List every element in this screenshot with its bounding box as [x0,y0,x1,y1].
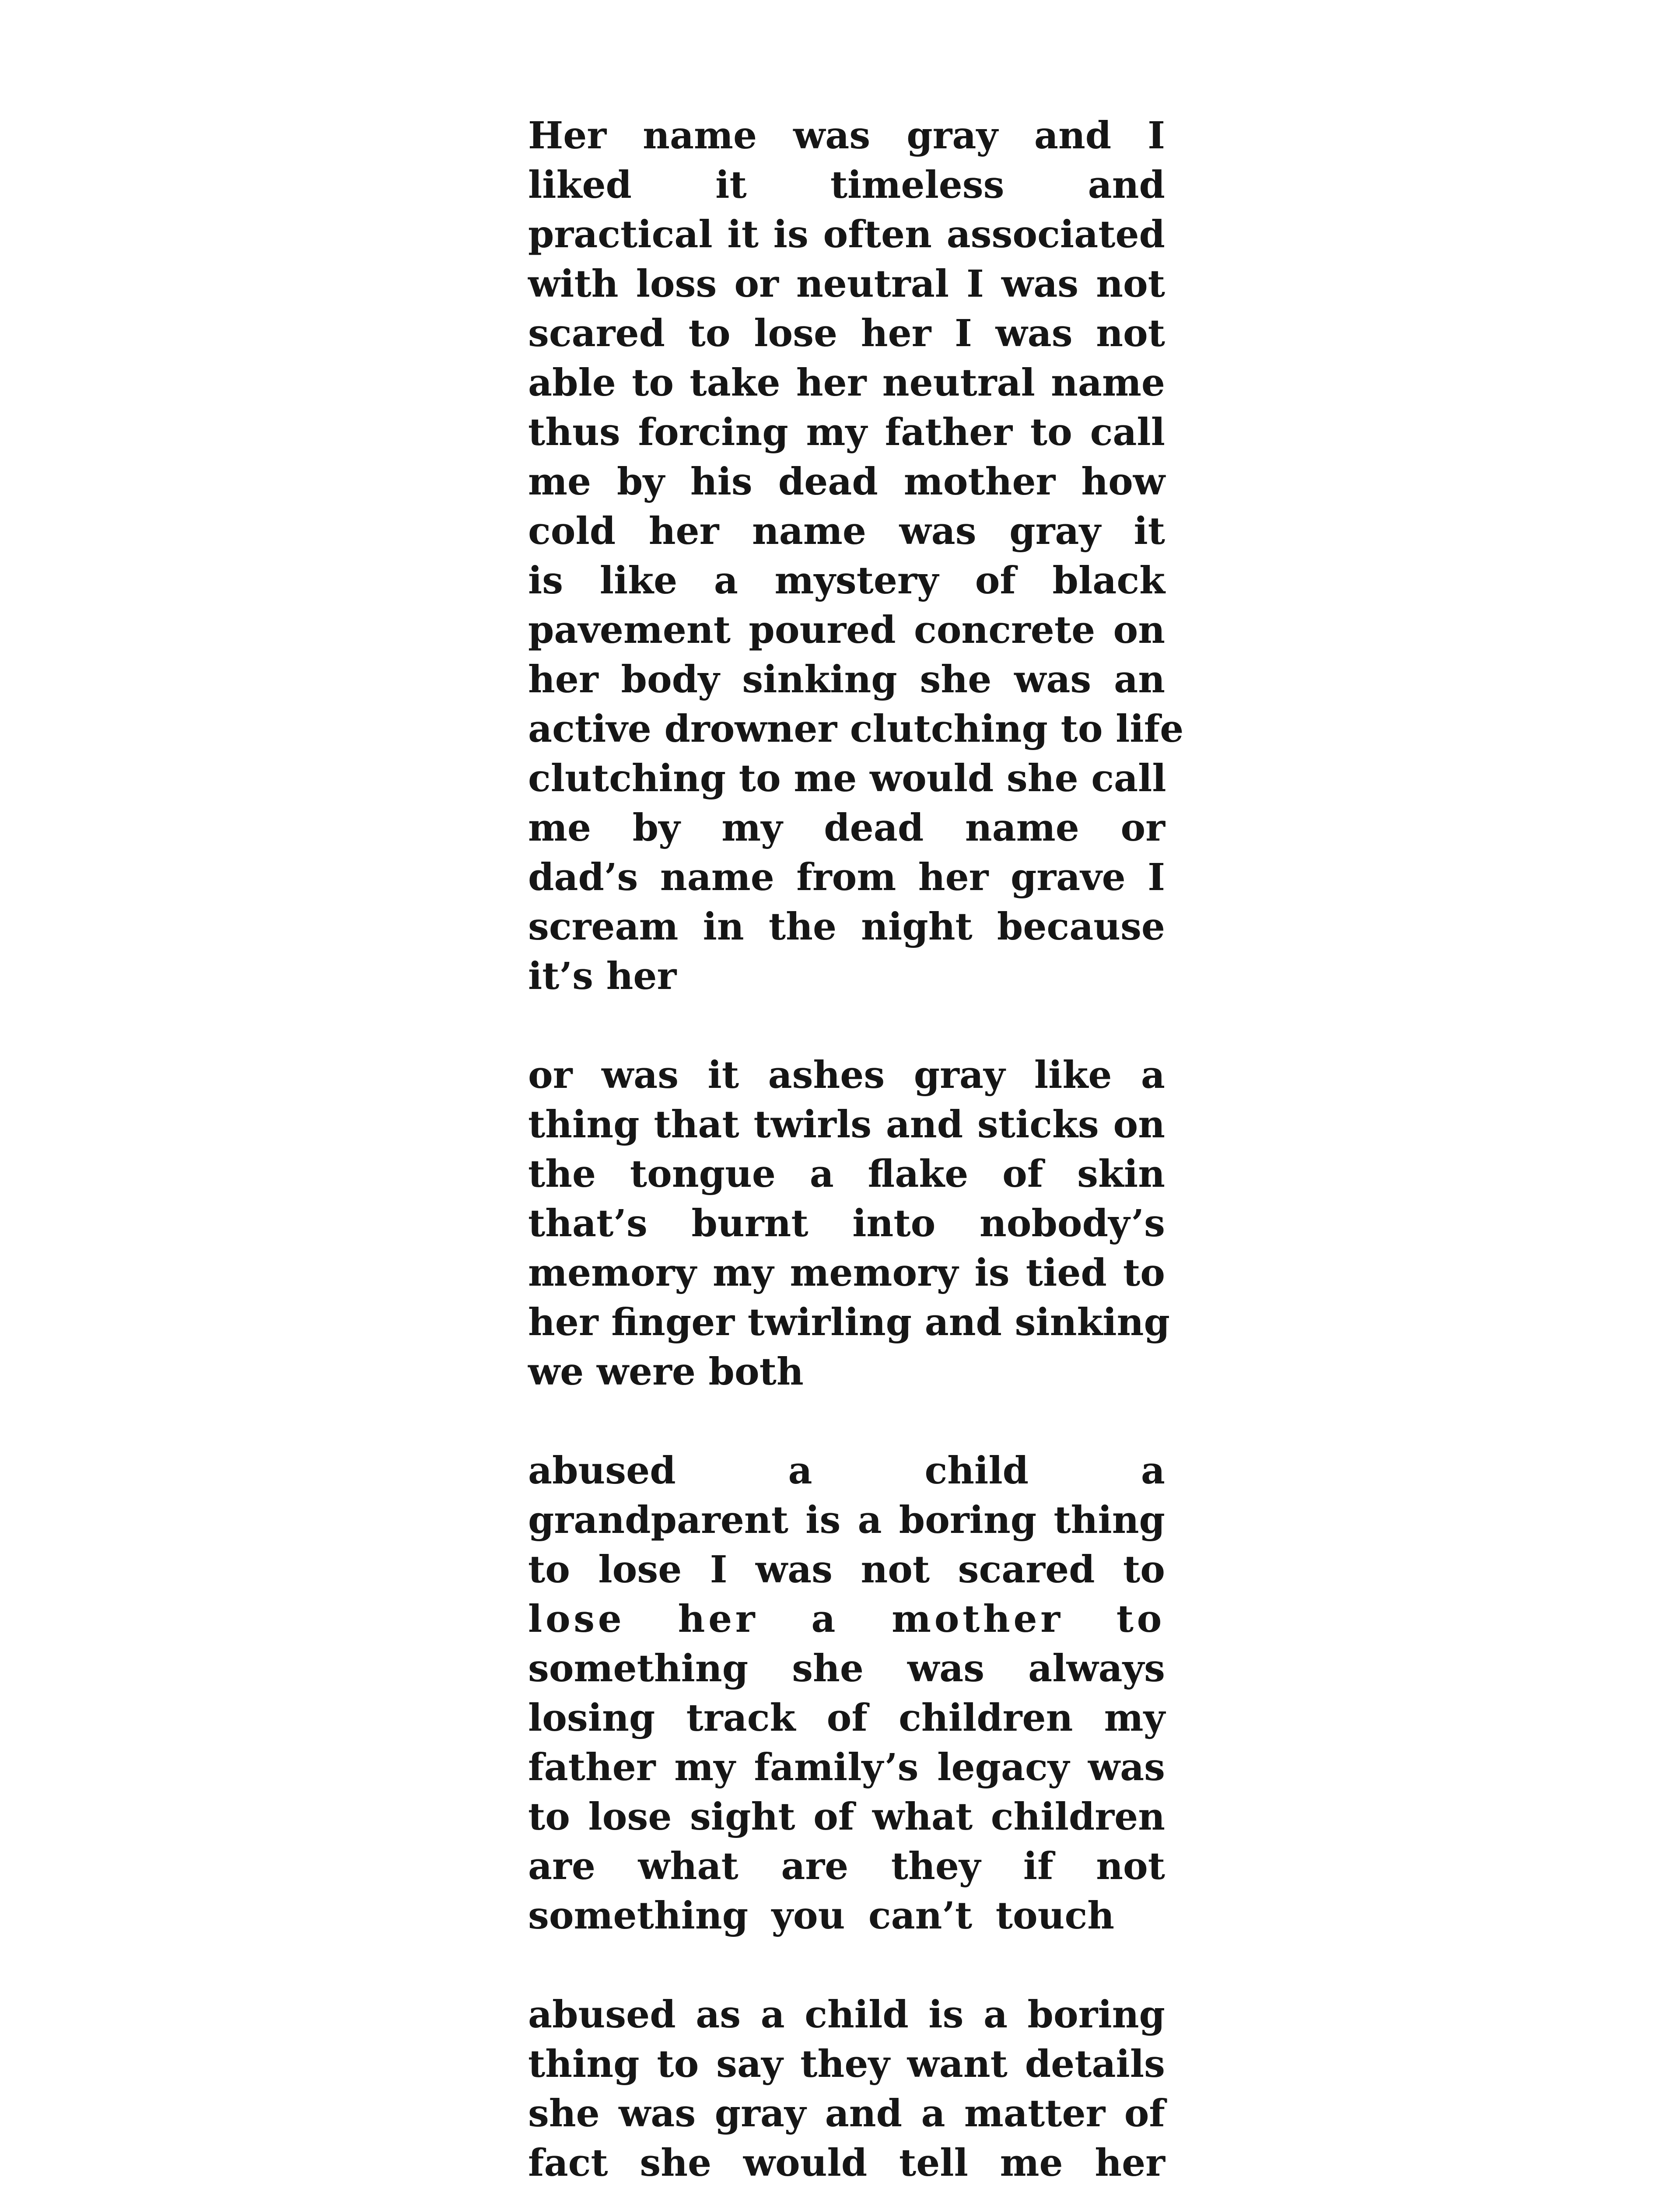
poem-line: thing that twirls and sticks on [528,1103,1165,1147]
poem-line: are what are they if not [528,1844,1165,1888]
poem-line: lose her a mother to [528,1597,1165,1641]
poem-line: that’s burnt into nobody’s [528,1202,1165,1245]
poem-line: scream in the night because [528,905,1165,949]
stanza-4 [528,1990,1165,2188]
poem-line: thing to say they want details [528,2042,1165,2086]
poem-line: she was gray and a matter of [528,2092,1165,2135]
poem-line: is like a mystery of black [528,559,1165,603]
poem-line: it’s her [528,954,677,998]
poem-line: practical it is often associated [528,213,1165,256]
poem-line: cold her name was gray it [528,509,1165,553]
poem-line: grandparent is a boring thing [528,1498,1165,1542]
stanza-2 [528,1051,1170,1397]
poem-line: the tongue a flake of skin [528,1152,1165,1196]
poem-line: with loss or neutral I was not [528,262,1165,306]
poem-line: able to take her neutral name [528,361,1165,405]
poem-line: something she was always [528,1647,1165,1690]
poem-line: liked it timeless and [528,163,1165,207]
poem-line: Her name was gray and I [528,114,1165,158]
stanza-3 [528,1446,1165,1941]
poem-line: losing track of children my [528,1696,1165,1740]
poem-line: to lose sight of what children [528,1795,1165,1839]
poem-line: father my family’s legacy was [528,1746,1165,1789]
poem-line: abused as a child is a boring [528,1993,1165,2037]
poem-line: we were both [528,1350,804,1394]
poem-line: dad’s name from her grave I [528,856,1165,899]
poem-line: fact she would tell me her [528,2141,1165,2185]
poem-line: or was it ashes gray like a [528,1053,1165,1097]
poem-line: pavement poured concrete on [528,608,1165,652]
poem-line: abused a child a [528,1449,1165,1493]
poem-line: active drowner clutching to life [528,707,1184,751]
poem-line: her body sinking she was an [528,658,1165,701]
poem-line: her finger twirling and sinking [528,1301,1170,1344]
poem-line: clutching to me would she call [528,757,1166,800]
poem-line: to lose I was not scared to [528,1548,1165,1592]
poem-line: memory my memory is tied to [528,1251,1165,1295]
poem-body [528,111,1184,2188]
stanza-1 [528,111,1184,1001]
poem-line: me by my dead name or [528,806,1165,850]
poem-line: something you can’t touch [528,1894,1114,1938]
poem-line: thus forcing my father to call [528,410,1165,454]
poem-line: scared to lose her I was not [528,312,1165,355]
poem-line: me by his dead mother how [528,460,1165,504]
